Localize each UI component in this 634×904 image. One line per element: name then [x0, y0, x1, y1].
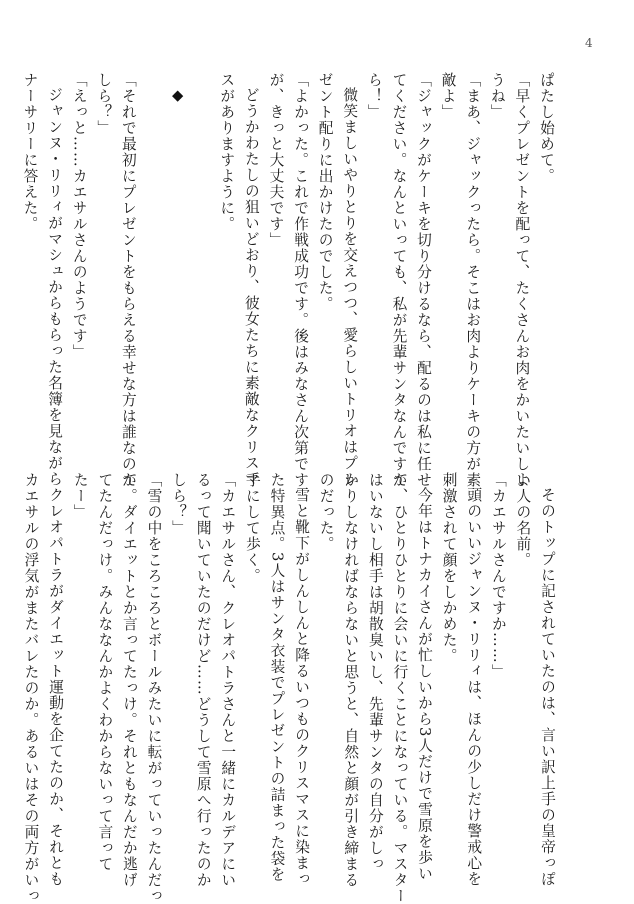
text-line: 「雪の中をころころとボールみたいに転がっていったんだっ: [145, 472, 163, 904]
text-line: 「えっと……カエサルさんのようです」: [70, 72, 88, 360]
text-line: 頭のいいジャンヌ・リリィは、ほんの少しだけ警戒心を: [465, 486, 483, 887]
text-line: のだった。: [317, 472, 335, 552]
text-line: て、ひとりひとりに会いに行くことになっている。マスター: [391, 472, 409, 904]
text-line: しら？」: [170, 472, 188, 536]
page-number: 4: [585, 36, 593, 50]
text-line: てください。なんといっても、私が先輩サンタなんですか: [390, 72, 408, 488]
text-line: たー」: [71, 472, 89, 520]
text-line: が、きっと大丈夫です」: [267, 72, 285, 248]
text-line: カエサルの浮気がまたバレたのか。あるいはその両方がいっ: [22, 472, 40, 904]
upper-text-block: [17, 72, 558, 488]
text-line: しら？」: [95, 72, 113, 136]
text-line: 雪と靴下がしんしんと降るいつものクリスマスに染まっ: [293, 486, 311, 887]
text-line: はいないし相手は胡散臭いし、先輩サンタの自分がしっ: [366, 472, 384, 872]
text-line: 「カエサルさん、クレオパトラさんと一緒にカルデアにい: [219, 472, 237, 888]
text-line: 今年はトナカイさんが忙しいから3人だけで雪原を歩い: [416, 486, 434, 882]
text-line: 「それで最初にプレゼントをもらえる幸せな方は誰なのか: [119, 72, 137, 488]
text-line: 敵よ」: [439, 72, 457, 120]
lower-text-block: [18, 472, 559, 904]
text-line: てたんだっけ。みんななんかよくわからないって言って: [96, 472, 114, 872]
text-line: るって聞いていたのだけど……どうして雪原へ行ったのか: [194, 472, 212, 888]
text-line: 微笑ましいやりとりを交えつつ、愛らしいトリオはプレ: [341, 86, 359, 487]
section-separator: ◆: [169, 86, 187, 105]
text-line: 「早くプレゼントを配って、たくさんお肉をかいたいしよ: [513, 72, 531, 488]
text-line: ぱたし始めて。: [538, 72, 555, 184]
text-line: た特異点。3人はサンタ衣装でプレゼントの詰まった袋を: [268, 472, 286, 883]
blank-line: [140, 72, 165, 442]
text-line: ナーサリーに答えた。: [21, 72, 39, 232]
text-line: スがありますように。: [218, 72, 236, 232]
text-line: 「ジャックがケーキを切り分けるなら、配るのは私に任せ: [415, 72, 433, 488]
text-line: て。ダイエットとか言ってたっけ。それともなんだか逃げ: [120, 472, 138, 888]
text-line: 手にして歩く。: [243, 472, 261, 584]
text-line: ゼント配りに出かけたのでした。: [316, 72, 334, 312]
text-line: 「まあ、ジャックったら。そこはお肉よりケーキの方が素: [464, 72, 482, 488]
text-line: そのトップに記されていたのは、言い訳上手の皇帝っぽ: [539, 486, 556, 887]
text-line: どうかわたしの狙いどおり、彼女たちに素敵なクリスマ: [242, 86, 260, 487]
text-line: かりしなければならないと思うと、自然と顔が引き締まる: [342, 472, 360, 888]
blank-line: [189, 72, 214, 442]
text-line: クレオパトラがダイエット運動を企てたのか、それとも: [47, 486, 65, 887]
text-line: ジャンヌ・リリィがマシュからもらった名簿を見ながら: [46, 86, 64, 487]
text-line: 刺激されて顔をしかめた。: [440, 472, 458, 664]
text-line: 「よかった。これで作戦成功です。後はみなさん次第です: [292, 72, 310, 488]
text-line: ら！」: [365, 72, 383, 120]
text-line: うね」: [488, 72, 506, 120]
text-line: 「カエサルさんですか……」: [489, 472, 507, 680]
text-line: い人の名前。: [514, 472, 532, 568]
